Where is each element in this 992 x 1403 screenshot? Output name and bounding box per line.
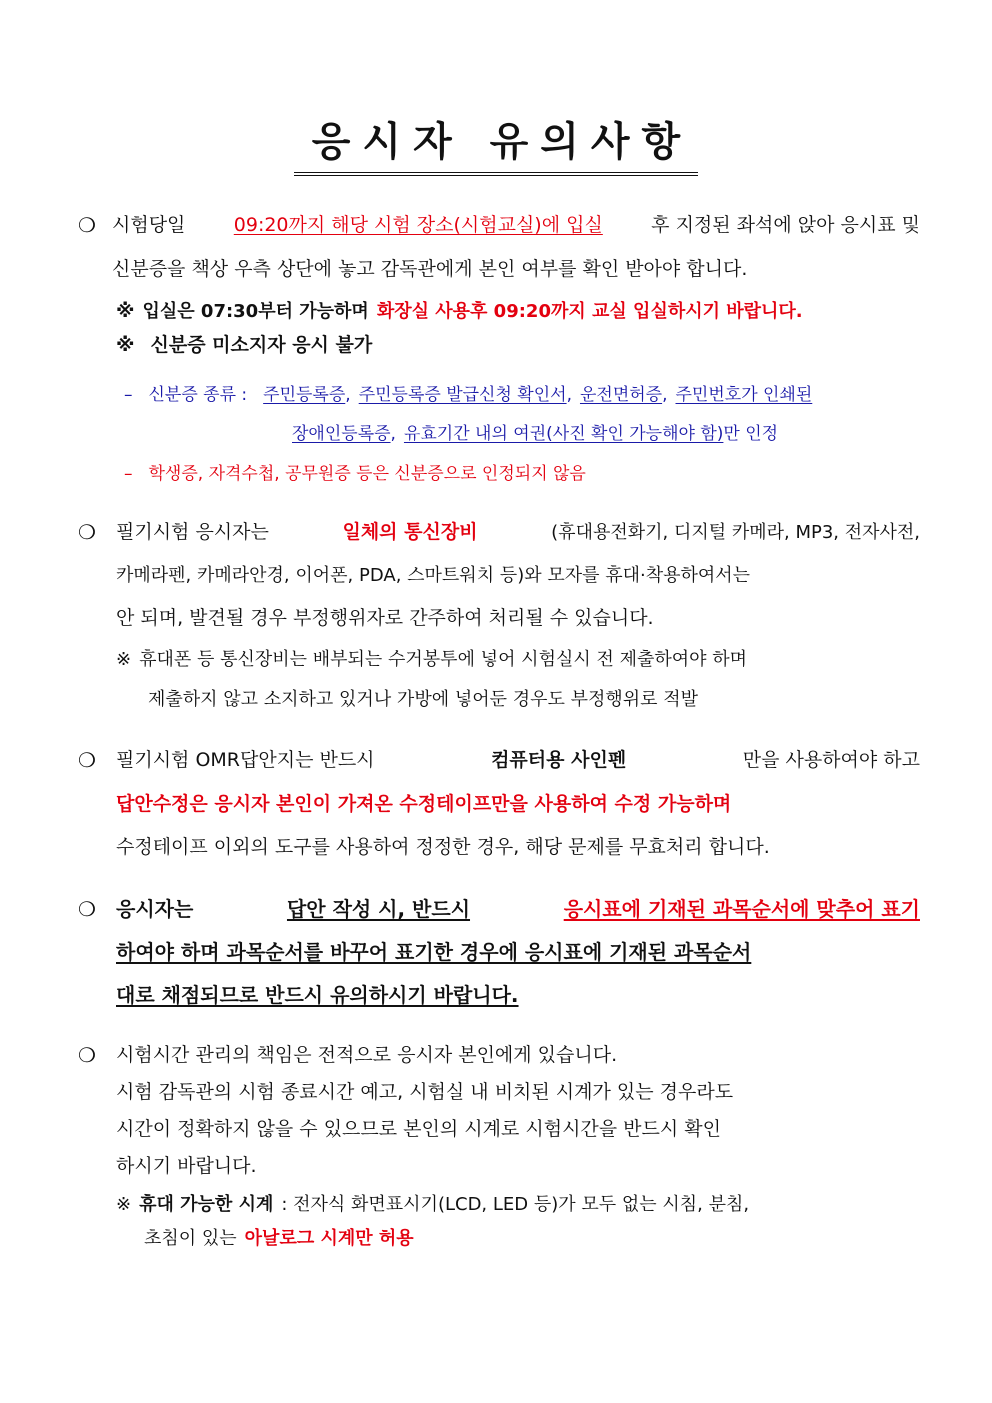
s2-text: 필기시험 응시자는 bbox=[116, 521, 269, 543]
note-warning-text: 아날로그 시계만 허용 bbox=[244, 1228, 414, 1249]
s4-text: 하여야 하며 과목순서를 바꾸어 표기한 경우에 응시표에 기재된 과목순서 bbox=[116, 940, 752, 964]
s2-text: 안 되며, 발견될 경우 부정행위자로 간주하여 처리될 수 있습니다. bbox=[116, 607, 654, 629]
s1-text: 신분증을 책상 우측 상단에 놓고 감독관에게 본인 여부를 확인 받아야 합니다. bbox=[112, 258, 748, 280]
s5-text: 시험 감독관의 시험 종료시간 예고, 시험실 내 비치된 시계가 있는 경우라도 bbox=[116, 1081, 734, 1103]
not-accepted-text: 학생증, 자격수첩, 공무원증 등은 신분증으로 인정되지 않음 bbox=[148, 464, 586, 484]
note-text: 제출하지 않고 소지하고 있거나 가방에 넣어둔 경우도 부정행위로 적발 bbox=[148, 689, 699, 710]
s1-text: 시험당일 bbox=[112, 214, 186, 236]
comma: , bbox=[345, 385, 351, 405]
s5-line-3 bbox=[116, 1117, 920, 1141]
s2-text: 카메라펜, 카메라안경, 이어폰, PDA, 스마트워치 등)와 모자를 휴대·착용하여서는 bbox=[116, 565, 751, 586]
dash-icon: – bbox=[124, 464, 133, 484]
note-text: 휴대폰 등 통신장비는 배부되는 수거봉투에 넣어 시험실시 전 제출하여야 하며 bbox=[139, 649, 748, 670]
id-type: 주민번호가 인쇄된 bbox=[675, 385, 813, 405]
bullet-circle-icon: ❍ bbox=[78, 748, 96, 772]
comma: , bbox=[662, 385, 668, 405]
s4-line-2 bbox=[116, 940, 920, 964]
s4-text: 답안 작성 시, 반드시 bbox=[286, 897, 471, 921]
id-type: 주민등록증 발급신청 확인서 bbox=[358, 385, 567, 405]
bullet-circle-icon: ❍ bbox=[78, 213, 96, 237]
bullet-circle-icon: ❍ bbox=[78, 897, 96, 921]
s3-text: 필기시험 OMR답안지는 반드시 bbox=[116, 749, 375, 771]
note-text: 초침이 있는 bbox=[144, 1228, 237, 1249]
s5-line-1 bbox=[116, 1043, 920, 1067]
page-title: 응시자 유의사항 bbox=[294, 118, 698, 176]
s1-line-2 bbox=[112, 257, 920, 281]
s2-device-warning: 일체의 통신장비 bbox=[342, 521, 478, 543]
comma: , bbox=[566, 385, 572, 405]
s1-arrival-time: 09:20까지 해당 시험 장소(시험교실)에 입실 bbox=[233, 214, 603, 236]
id-type: 유효기간 내의 여권(사진 확인 가능해야 함) bbox=[403, 424, 724, 444]
note-mark-icon: ※ bbox=[116, 334, 135, 356]
id-types-label: 신분증 종류 : bbox=[148, 385, 248, 405]
s4-text: 대로 채점되므로 반드시 유의하시기 바랍니다. bbox=[116, 983, 519, 1007]
note-text: : 전자식 화면표시기(LCD, LED 등)가 모두 없는 시침, 분침, bbox=[281, 1194, 750, 1215]
s5-line-4 bbox=[116, 1154, 920, 1178]
s2-text: (휴대용전화기, 디지털 카메라, MP3, 전자사전, bbox=[551, 522, 920, 543]
s1-note-2 bbox=[116, 333, 924, 357]
s5-text: 시간이 정확하지 않을 수 있으므로 본인의 시계로 시험시간을 반드시 확인 bbox=[116, 1118, 721, 1140]
s3-line-1 bbox=[116, 748, 920, 772]
s4-line-1 bbox=[116, 897, 920, 921]
s1-note-1 bbox=[116, 299, 924, 324]
s5-line-2 bbox=[116, 1080, 920, 1104]
id-type: 장애인등록증 bbox=[292, 424, 391, 444]
s4-order-warning: 응시표에 기재된 과목순서에 맞추어 표기 bbox=[563, 897, 920, 921]
s1-text: 후 지정된 좌석에 앉아 응시표 및 bbox=[651, 214, 920, 236]
note-warning-text: 화장실 사용후 09:20까지 교실 입실하시기 바랍니다. bbox=[376, 301, 803, 322]
s3-line-3 bbox=[116, 835, 920, 859]
s1-line-1 bbox=[112, 213, 920, 237]
s5-text: 시험시간 관리의 책임은 전적으로 응시자 본인에게 있습니다. bbox=[116, 1044, 618, 1066]
s2-note-2 bbox=[148, 688, 920, 712]
comma: , bbox=[390, 424, 396, 444]
s3-pen-type: 컴퓨터용 사인펜 bbox=[491, 749, 627, 771]
s3-text: 수정테이프 이외의 도구를 사용하여 정정한 경우, 해당 문제를 무효처리 합니다. bbox=[116, 836, 770, 858]
s4-line-3 bbox=[116, 983, 920, 1007]
note-mark-icon: ※ bbox=[116, 649, 132, 670]
note-mark-icon: ※ bbox=[116, 300, 135, 322]
s3-correction-warning: 답안수정은 응시자 본인이 가져온 수정테이프만을 사용하여 수정 가능하며 bbox=[116, 793, 732, 815]
s5-note-1 bbox=[116, 1193, 920, 1217]
note-text: 휴대 가능한 시계 bbox=[139, 1194, 274, 1215]
title-area bbox=[0, 118, 992, 176]
s3-line-2 bbox=[116, 792, 920, 816]
s4-text: 응시자는 bbox=[116, 897, 194, 921]
id-types-end: 만 인정 bbox=[723, 424, 779, 444]
note-mark-icon: ※ bbox=[116, 1194, 132, 1215]
note-text: 신분증 미소지자 응시 불가 bbox=[150, 334, 373, 356]
s2-line-2 bbox=[116, 564, 920, 588]
s2-line-3 bbox=[116, 606, 920, 630]
id-types-line-1 bbox=[124, 383, 924, 407]
id-types-line-2 bbox=[292, 422, 912, 446]
id-type: 주민등록증 bbox=[263, 385, 346, 405]
not-accepted-line bbox=[124, 462, 924, 486]
s2-line-1 bbox=[116, 520, 920, 545]
s3-text: 만을 사용하여야 하고 bbox=[742, 749, 920, 771]
dash-icon: – bbox=[124, 385, 133, 405]
note-text: 입실은 07:30부터 가능하며 bbox=[142, 301, 369, 322]
s5-note-2 bbox=[144, 1227, 920, 1251]
s2-note-1 bbox=[116, 648, 920, 672]
s5-text: 하시기 바랍니다. bbox=[116, 1155, 257, 1177]
bullet-circle-icon: ❍ bbox=[78, 1043, 96, 1067]
bullet-circle-icon: ❍ bbox=[78, 520, 96, 544]
id-type: 운전면허증 bbox=[579, 385, 663, 405]
